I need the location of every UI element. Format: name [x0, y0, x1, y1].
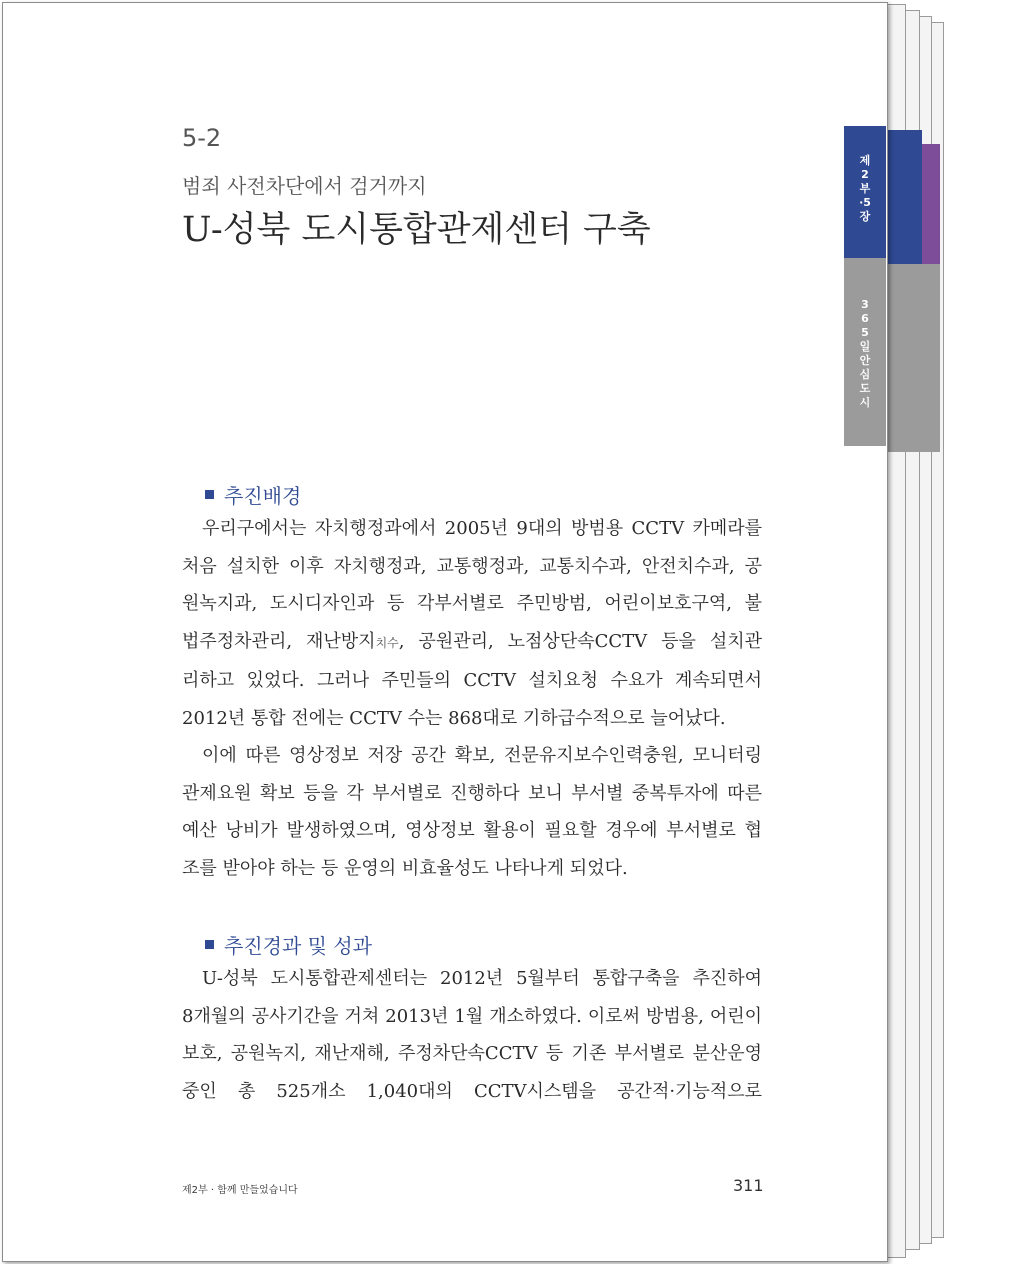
theme-tab: [844, 258, 886, 446]
part-tab-label: 제2부·5장: [859, 154, 871, 223]
part-tab-blue-back: [884, 130, 922, 264]
chapter-number: 5-2: [182, 124, 222, 152]
square-bullet-icon: [205, 940, 214, 949]
page-number: 311: [733, 1176, 764, 1195]
line-segment: , 공원관리, 노점상단속CCTV 등을 설치관: [398, 630, 762, 652]
line-segment: 법주정차관리, 재난방지: [182, 630, 376, 652]
paragraph-line: 8개월의 공사기간을 거쳐 2013년 1월 개소하였다. 이로써 방범용, 어린이: [182, 1005, 762, 1027]
section-heading-text: 추진경과 및 성과: [224, 934, 372, 958]
section-heading-background: [205, 480, 301, 509]
square-bullet-icon: [205, 490, 214, 499]
part-tab: [844, 126, 886, 258]
paragraph-line: 원녹지과, 도시디자인과 등 각부서별로 주민방범, 어린이보호구역, 불: [182, 593, 762, 614]
paragraph-line-composite: [182, 623, 762, 663]
paragraph-line: 예산 낭비가 발생하였으며, 영상정보 활용이 필요할 경우에 부서별로 협: [182, 820, 762, 841]
theme-tab-gray-back: [884, 264, 940, 452]
small-annotation: 치수: [375, 635, 399, 650]
paragraph-line: 조를 받아야 하는 등 운영의 비효율성도 나타나게 되었다.: [182, 857, 628, 879]
paragraph-line: 우리구에서는 자치행정과에서 2005년 9대의 방범용 CCTV 카메라를: [202, 518, 762, 539]
paragraph-line: 보호, 공원녹지, 재난재해, 주정차단속CCTV 등 기존 부서별로 분산운영: [182, 1043, 762, 1064]
paragraph-line: 2012년 통합 전에는 CCTV 수는 868대로 기하급수적으로 늘어났다.: [182, 707, 726, 729]
paragraph-line: 처음 설치한 이후 자치행정과, 교통행정과, 교통치수과, 안전치수과, 공: [182, 555, 762, 577]
section-body-progress: [182, 960, 762, 1110]
paragraph-line: 중인 총 525개소 1,040대의 CCTV시스템을 공간적·기능적으로: [182, 1080, 762, 1102]
section-heading-text: 추진배경: [224, 484, 302, 508]
footer-part-label: 제2부 · 함께 만들었습니다: [182, 1185, 298, 1196]
paragraph-line: U-성북 도시통합관제센터는 2012년 5월부터 통합구축을 추진하여: [202, 968, 762, 989]
paragraph-line: 리하고 있었다. 그러나 주민들의 CCTV 설치요청 수요가 계속되면서: [182, 670, 762, 691]
chapter-subtitle: 범죄 사전차단에서 검거까지: [182, 174, 427, 198]
part-tab-purple: [922, 144, 940, 270]
theme-tab-label: 365일 안심도시: [859, 298, 871, 409]
section-heading-progress: [205, 930, 372, 959]
chapter-title: U-성북 도시통합관제센터 구축: [182, 210, 651, 250]
paragraph-line: 관제요원 확보 등을 각 부서별로 진행하다 보니 부서별 중복투자에 따른: [182, 782, 762, 804]
paragraph-line: 이에 따른 영상정보 저장 공간 확보, 전문유지보수인력충원, 모니터링: [202, 745, 762, 766]
section-body-background: [182, 510, 762, 887]
